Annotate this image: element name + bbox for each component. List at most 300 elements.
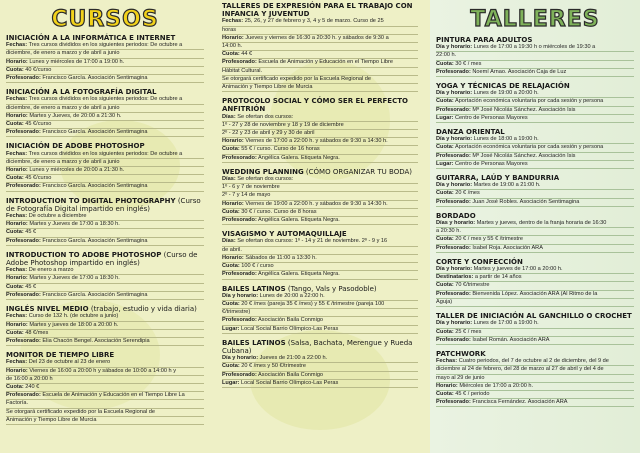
detail-value: 45 €	[23, 229, 37, 236]
detail-label: Horario:	[6, 321, 28, 328]
detail-label: Fechas:	[436, 358, 458, 365]
course-title: GUITARRA, LAÚD Y BANDURRIA	[436, 174, 560, 183]
detail-label: Días:	[222, 176, 236, 183]
detail-value: Curso de 132 h. (de octubre a junio)	[27, 313, 119, 320]
detail-label: Día y horario:	[436, 90, 473, 97]
detail-value: 20 € /mes (pareja 35 € /mes) y 55 € /trimestre (pareja 100	[239, 300, 385, 307]
detail-label: Horario:	[6, 167, 28, 174]
course-heading	[436, 350, 634, 358]
detail-value: Viernes de 17:00 a 22:00 h. y sábados de 9:30 a 14:30 h.	[243, 138, 388, 145]
detail-value: 20 € /mes	[453, 190, 480, 197]
detail-label: Destinatarios:	[436, 274, 474, 281]
detail-value: Aportación económica voluntaria por cada sesión y persona	[453, 144, 604, 151]
course-detail-line	[436, 136, 634, 144]
course-title: TALLERES DE EXPRESIÓN PARA EL TRABAJO CON INFANCIA Y JUVENTUD	[222, 2, 413, 19]
detail-value: Aguja)	[436, 298, 453, 305]
detail-label: Día y horario:	[436, 44, 473, 51]
detail-label: Profesorado:	[6, 291, 41, 298]
detail-value: Angélica Galera. Etiqueta Negra.	[256, 217, 340, 224]
talleres-column	[430, 0, 640, 453]
detail-value: Miércoles de 17:00 a 20:00 h.	[457, 382, 534, 389]
detail-value: Centro de Personas Mayores	[453, 114, 528, 121]
detail-label: Profesorado:	[436, 152, 471, 159]
detail-label: Horario:	[222, 200, 244, 207]
detail-value: Hábitat Cultural.	[222, 67, 263, 74]
course-detail-line	[436, 144, 634, 152]
detail-value: Local Social Barrio Olímpico-Las Peras	[239, 325, 339, 332]
course-detail-line	[436, 182, 634, 190]
course-detail-line	[6, 105, 204, 113]
detail-label: Días:	[222, 238, 236, 245]
course-title: INTRODUCTION TO DIGITAL PHOTOGRAPHY	[6, 196, 176, 205]
course-detail-line	[436, 90, 634, 98]
detail-value: 1º - 6 y 7 de noviembre	[222, 184, 280, 191]
detail-value: Lunes y miércoles de 17:00 a 19:00 h.	[27, 58, 125, 65]
course-block	[222, 2, 418, 92]
course-title: BORDADO	[436, 211, 476, 220]
course-heading	[6, 305, 204, 313]
detail-value: 22:00 h.	[436, 52, 457, 59]
course-title: INICIACIÓN A LA FOTOGRAFÍA DIGITAL	[6, 88, 157, 97]
detail-label: Cuota:	[222, 263, 240, 270]
detail-label: Días:	[222, 113, 236, 120]
detail-label: Cuota:	[6, 283, 24, 290]
detail-label: Profesorado:	[222, 371, 257, 378]
course-heading	[6, 197, 204, 213]
course-detail-line	[436, 61, 634, 69]
course-title: TALLER DE INICIACIÓN AL GANCHILLO O CROCHET	[436, 312, 632, 321]
course-detail-line	[222, 43, 418, 51]
course-detail-line	[436, 366, 634, 374]
detail-label: Lugar:	[436, 160, 454, 167]
detail-value: Cuatro periodos, del 7 de octubre al 2 de diciembre, del 9 de	[457, 358, 609, 365]
course-detail-line	[6, 313, 204, 321]
course-subtitle: (Curso de Fotografía Digital impartido en inglés)	[6, 196, 201, 213]
course-subtitle: (Tango, Vals y Pasodoble)	[285, 284, 377, 293]
course-detail-line	[222, 84, 418, 92]
detail-value: 55 € / curso. Curso de 16 horas	[239, 146, 320, 153]
detail-value: Isabel Román. Asociación ARA	[470, 336, 550, 343]
detail-value: Centro de Personas Mayores	[453, 160, 528, 167]
course-detail-line	[222, 263, 418, 271]
detail-label: Horario:	[6, 112, 28, 119]
course-detail-line	[436, 245, 634, 253]
course-title: INICIACIÓN DE ADOBE PHOTOSHOP	[6, 142, 145, 151]
detail-value: a 20:30 h.	[436, 228, 461, 235]
detail-value: 30 € / curso. Curso de 8 horas	[239, 208, 317, 215]
detail-value: Tres cursos divididos en los siguientes periodos: De octubre a	[27, 96, 183, 103]
detail-label: Horario:	[6, 58, 28, 65]
detail-label: Fechas:	[6, 313, 28, 320]
detail-value: Lunes de 19:00 a 20:00 h.	[472, 90, 539, 97]
course-title: BAILES LATINOS	[222, 338, 286, 347]
course-heading	[222, 2, 418, 18]
course-block	[222, 339, 418, 388]
course-heading	[436, 36, 634, 44]
course-block	[436, 350, 634, 407]
course-detail-line	[436, 107, 634, 115]
detail-label: Cuota:	[6, 229, 24, 236]
detail-value: de abril.	[222, 246, 242, 253]
course-detail-line	[222, 380, 418, 388]
detail-label: Profesorado:	[436, 244, 471, 251]
detail-value: Se ofertan dos cursos:	[235, 176, 294, 183]
detail-label: Profesorado:	[6, 129, 41, 136]
detail-label: Día y horario:	[436, 266, 473, 273]
course-detail-line	[6, 113, 204, 121]
course-detail-line	[436, 375, 634, 383]
course-detail-line	[222, 130, 418, 138]
detail-label: Día y horario:	[222, 292, 259, 299]
detail-label: Cuota:	[6, 329, 24, 336]
detail-label: Profesorado:	[222, 317, 257, 324]
detail-value: Escuela de Animación y Educación en el Tiempo Libre	[256, 59, 394, 66]
course-detail-line	[6, 330, 204, 338]
course-heading	[436, 312, 634, 320]
course-detail-line	[436, 236, 634, 244]
detail-label: Fechas:	[6, 359, 28, 366]
course-block	[222, 230, 418, 279]
detail-value: Viernes de 16:00 a 20:00 h y sábados de 10:00 a 14:00 h y	[27, 367, 177, 374]
course-detail-line	[436, 199, 634, 207]
detail-value: Martes y Jueves, de 20:00 a 21:30 h.	[27, 112, 122, 119]
detail-label: Profesorado:	[436, 290, 471, 297]
detail-value: 240 €	[23, 383, 40, 390]
detail-value: Mª José Nicolás Sánchez. Asociación Isis	[470, 152, 576, 159]
detail-label: Cuota:	[436, 282, 454, 289]
detail-value: De octubre a diciembre	[27, 213, 87, 220]
detail-value: diciembre, de enero a marzo y de abril a junio	[6, 104, 120, 111]
course-heading	[222, 285, 418, 293]
course-heading	[436, 174, 634, 182]
detail-value: Lunes de 17:00 a 19:00 h.	[472, 320, 539, 327]
detail-value: a partir de 14 años	[473, 274, 522, 281]
course-detail-line	[222, 293, 418, 301]
detail-value: Isabel Roja. Asociación ARA	[470, 244, 543, 251]
detail-value: Martes y Jueves de 17:00 a 18:30 h.	[27, 221, 120, 228]
course-detail-line	[6, 75, 204, 83]
detail-value: 45 €	[23, 283, 37, 290]
course-block	[6, 34, 204, 83]
course-detail-line	[6, 400, 204, 408]
course-detail-line	[222, 309, 418, 317]
detail-value: Lunes y miércoles de 20:00 a 21:30 h.	[27, 167, 125, 174]
course-detail-line	[436, 291, 634, 299]
detail-label: Fechas:	[6, 267, 28, 274]
course-heading	[436, 128, 634, 136]
course-detail-line	[222, 238, 418, 246]
detail-value: Francisco García. Asociación Sentimagina	[40, 183, 148, 190]
detail-value: Sábados de 11:00 a 13:30 h.	[243, 254, 317, 261]
detail-label: Fechas:	[6, 150, 28, 157]
course-detail-line	[6, 267, 204, 275]
detail-value: Asociación Baila Conmigo	[256, 371, 324, 378]
detail-label: Profesorado:	[222, 271, 257, 278]
detail-label: Cuota:	[6, 383, 24, 390]
course-title: YOGA Y TÉCNICAS DE RELAJACIÓN	[436, 82, 570, 91]
course-detail-line	[222, 201, 418, 209]
course-detail-line	[6, 42, 204, 50]
detail-value: Elia Chacón Bengel. Asociación Serendipia	[40, 337, 150, 344]
course-subtitle: (trabajo, estudio y vida diaria)	[88, 305, 197, 314]
course-block	[436, 258, 634, 307]
detail-value: 45 € / periodo	[453, 390, 490, 397]
detail-value: diciembre, de enero a marzo y de abril a junio	[6, 158, 120, 165]
course-detail-line	[436, 299, 634, 307]
detail-value: Francisco García. Asociación Sentimagina	[40, 291, 148, 298]
detail-label: Horario:	[222, 138, 244, 145]
detail-label: Lugar:	[222, 379, 240, 386]
detail-label: Profesorado:	[6, 392, 41, 399]
detail-label: Cuota:	[6, 66, 24, 73]
detail-value: Lunes de 17:00 a 19:30 h o miércoles de 19:30 a	[472, 44, 596, 51]
detail-label: Cuota:	[436, 190, 454, 197]
detail-value: Asociación Baila Conmigo	[256, 317, 324, 324]
course-detail-line	[222, 51, 418, 59]
detail-label: Horario:	[6, 367, 28, 374]
course-detail-line	[6, 229, 204, 237]
course-detail-line	[436, 337, 634, 345]
course-detail-line	[6, 50, 204, 58]
detail-value: 44 €	[239, 51, 253, 58]
course-detail-line	[6, 221, 204, 229]
course-detail-line	[436, 44, 634, 52]
course-heading	[222, 339, 418, 355]
detail-label: Profesorado:	[436, 68, 471, 75]
detail-value: Angélica Galera. Etiqueta Negra.	[256, 154, 340, 161]
course-heading	[436, 258, 634, 266]
detail-value: 20 € /mes y 50 €/trimestre	[239, 363, 306, 370]
course-detail-line	[6, 175, 204, 183]
course-heading	[222, 168, 418, 176]
detail-value: diciembre, de enero a marzo y de abril a junio	[6, 50, 120, 57]
detail-value: Se otorgará certificado expedido por la Escuela Regional de	[222, 75, 371, 82]
course-block	[6, 251, 204, 300]
course-block	[436, 212, 634, 253]
detail-value: Bienvenida López. Asociación ARA (Al Ritmo de la	[470, 290, 598, 297]
detail-label: Fechas:	[6, 96, 28, 103]
detail-value: Jueves de 21:00 a 22:00 h.	[258, 355, 328, 362]
detail-label: Fechas:	[6, 213, 28, 220]
detail-value: Animación y Tiempo Libre de Murcia	[222, 84, 313, 91]
course-detail-line	[436, 282, 634, 290]
detail-label: Día y horario:	[436, 182, 473, 189]
detail-value: Martes de 19:00 a 21:00 h.	[472, 182, 541, 189]
detail-value: 100 € / curso	[239, 263, 274, 270]
detail-label: Profesorado:	[436, 399, 471, 406]
detail-value: Animación y Tiempo Libre de Murcia	[6, 416, 97, 423]
course-heading	[436, 82, 634, 90]
course-detail-line	[222, 155, 418, 163]
detail-value: Martes y jueves, dentro de la franja horaria de 16:30	[475, 220, 607, 227]
course-detail-line	[222, 217, 418, 225]
course-block	[436, 312, 634, 345]
course-detail-line	[222, 35, 418, 43]
detail-value: 45 €/curso	[23, 121, 52, 128]
detail-value: Francisco García. Asociación Sentimagina	[40, 129, 148, 136]
detail-value: Martes y Jueves de 17:00 a 18:30 h.	[27, 275, 120, 282]
course-block	[436, 36, 634, 77]
course-title: INTRODUCTION TO ADOBE PHOTOSHOP	[6, 250, 162, 259]
detail-label: Cuota:	[436, 390, 454, 397]
detail-label: Cuota:	[436, 144, 454, 151]
detail-value: Factoría.	[6, 400, 29, 407]
course-detail-line	[222, 27, 418, 35]
detail-label: Día y horario:	[222, 355, 259, 362]
course-detail-line	[436, 115, 634, 123]
detail-label: Profesorado:	[6, 337, 41, 344]
course-detail-line	[222, 301, 418, 309]
course-detail-line	[222, 76, 418, 84]
detail-value: horas	[222, 26, 236, 33]
course-title: PINTURA PARA ADULTOS	[436, 36, 533, 44]
course-detail-line	[222, 355, 418, 363]
course-detail-line	[436, 52, 634, 60]
detail-label: Cuota:	[436, 236, 454, 243]
course-detail-line	[436, 228, 634, 236]
detail-label: Profesorado:	[222, 217, 257, 224]
course-title: CORTE Y CONFECCIÓN	[436, 257, 523, 266]
course-detail-line	[436, 98, 634, 106]
detail-value: 45 €/curso	[23, 175, 52, 182]
course-detail-line	[222, 138, 418, 146]
detail-label: Fechas:	[6, 42, 28, 49]
detail-label: Cuota:	[222, 300, 240, 307]
detail-value: Martes y jueves de 17:00 a 20:00 h.	[472, 266, 563, 273]
detail-label: Profesorado:	[436, 336, 471, 343]
detail-value: Se otorgará certificado expedido por la Escuela Regional de	[6, 408, 155, 415]
detail-label: Cuota:	[222, 51, 240, 58]
course-detail-line	[222, 122, 418, 130]
course-detail-line	[222, 255, 418, 263]
course-title: PROTOCOLO SOCIAL Y CÓMO SER EL PERFECTO ANFITRIÓN	[222, 97, 408, 114]
course-block	[6, 305, 204, 346]
detail-label: Cuota:	[222, 363, 240, 370]
course-detail-line	[6, 121, 204, 129]
course-detail-line	[222, 209, 418, 217]
course-block	[6, 88, 204, 137]
course-subtitle: (Salsa, Bachata, Merengue y Rueda Cubana)	[222, 338, 413, 355]
course-title: VISAGISMO Y AUTOMAQUILLAJE	[222, 230, 347, 239]
talleres-title: TALLERES	[470, 7, 600, 32]
detail-value: Tres cursos divididos en los siguientes periodos: De octubre a	[27, 42, 183, 49]
course-detail-line	[436, 266, 634, 274]
course-detail-line	[6, 183, 204, 191]
detail-value: Noemí Arnao. Asociación Caja de Luz	[470, 68, 567, 75]
course-block	[6, 197, 204, 246]
course-detail-line	[6, 67, 204, 75]
course-detail-line	[222, 372, 418, 380]
detail-value: de 16:00 a 20:00 h	[6, 375, 53, 382]
detail-label: Cuota:	[6, 121, 24, 128]
detail-value: 70 €/trimestre	[453, 282, 490, 289]
detail-value: 20 € / mes y 55 € /trimestre	[453, 236, 524, 243]
course-title: MONITOR DE TIEMPO LIBRE	[6, 351, 115, 360]
detail-value: Martes y jueves de 18:00 a 20:00 h.	[27, 321, 119, 328]
course-detail-line	[436, 329, 634, 337]
course-detail-line	[436, 190, 634, 198]
detail-value: 25 € / mes	[453, 328, 482, 335]
detail-label: Día y horario:	[436, 136, 473, 143]
detail-value: Angélica Galera. Etiqueta Negra.	[256, 271, 340, 278]
detail-label: Cuota:	[436, 98, 454, 105]
course-heading	[222, 97, 418, 113]
course-heading	[6, 351, 204, 359]
course-detail-line	[436, 69, 634, 77]
detail-value: diciembre al 24 de febrero, del 28 de marzo al 27 de abril y del 4 de	[436, 366, 604, 373]
detail-value: Del 23 de octubre al 23 de enero	[27, 359, 111, 366]
course-subtitle: (Curso de Adobe Photoshop impartido en inglés)	[6, 250, 198, 268]
detail-label: Cuota:	[436, 328, 454, 335]
course-detail-line	[6, 96, 204, 104]
course-block	[222, 97, 418, 163]
detail-value: Lunes de 20:00 a 22:00 h.	[258, 292, 325, 299]
course-detail-line	[222, 68, 418, 76]
middle-list	[222, 2, 418, 388]
detail-label: Profesorado:	[222, 59, 257, 66]
course-detail-line	[6, 292, 204, 300]
course-detail-line	[6, 159, 204, 167]
detail-label: Lugar:	[222, 325, 240, 332]
course-detail-line	[222, 247, 418, 255]
detail-value: Juan José Robles. Asociación Sentimagina	[470, 198, 580, 205]
course-detail-line	[6, 338, 204, 346]
course-detail-line	[6, 392, 204, 400]
course-detail-line	[6, 368, 204, 376]
detail-value: 25, 26, y 27 de febrero y 3, 4 y 5 de marzo. Curso de 25	[243, 18, 384, 25]
course-title: DANZA ORIENTAL	[436, 128, 505, 137]
course-title: INGLÉS NIVEL MEDIO	[6, 305, 89, 314]
detail-label: Profesorado:	[6, 183, 41, 190]
detail-label: Cuota:	[6, 175, 24, 182]
course-block	[6, 351, 204, 425]
course-detail-line	[222, 317, 418, 325]
course-detail-line	[6, 409, 204, 417]
detail-value: Aportación económica voluntaria por cada sesión y persona	[453, 98, 604, 105]
detail-value: Francisco García. Asociación Sentimagina	[40, 75, 148, 82]
course-heading	[6, 34, 204, 42]
course-title: BAILES LATINOS	[222, 284, 286, 293]
detail-value: Jueves y viernes de 16:30 a 20:30 h. y sábados de 9:30 a	[243, 34, 389, 41]
detail-value: Lunes de 18:00 a 19:00 h.	[472, 136, 539, 143]
detail-label: Profesorado:	[436, 106, 471, 113]
cursos-title: CURSOS	[51, 7, 159, 32]
course-subtitle: (CÓMO ORGANIZAR TU BODA)	[303, 167, 412, 176]
course-detail-line	[436, 358, 634, 366]
course-detail-line	[6, 151, 204, 159]
cursos-list	[6, 34, 204, 425]
course-detail-line	[436, 161, 634, 169]
detail-label: Horario:	[222, 254, 244, 261]
course-detail-line	[222, 18, 418, 26]
course-block	[436, 128, 634, 169]
course-detail-line	[222, 363, 418, 371]
course-detail-line	[6, 167, 204, 175]
middle-column	[218, 0, 422, 453]
course-detail-line	[222, 326, 418, 334]
detail-label: Horario:	[6, 275, 28, 282]
course-detail-line	[6, 59, 204, 67]
course-detail-line	[222, 114, 418, 122]
detail-label: Profesorado:	[6, 237, 41, 244]
course-detail-line	[6, 238, 204, 246]
detail-label: Días y horario:	[436, 220, 476, 227]
course-block	[436, 82, 634, 123]
detail-label: Profesorado:	[222, 154, 257, 161]
detail-label: Día y horario:	[436, 320, 473, 327]
course-block	[222, 168, 418, 225]
course-block	[6, 142, 204, 191]
